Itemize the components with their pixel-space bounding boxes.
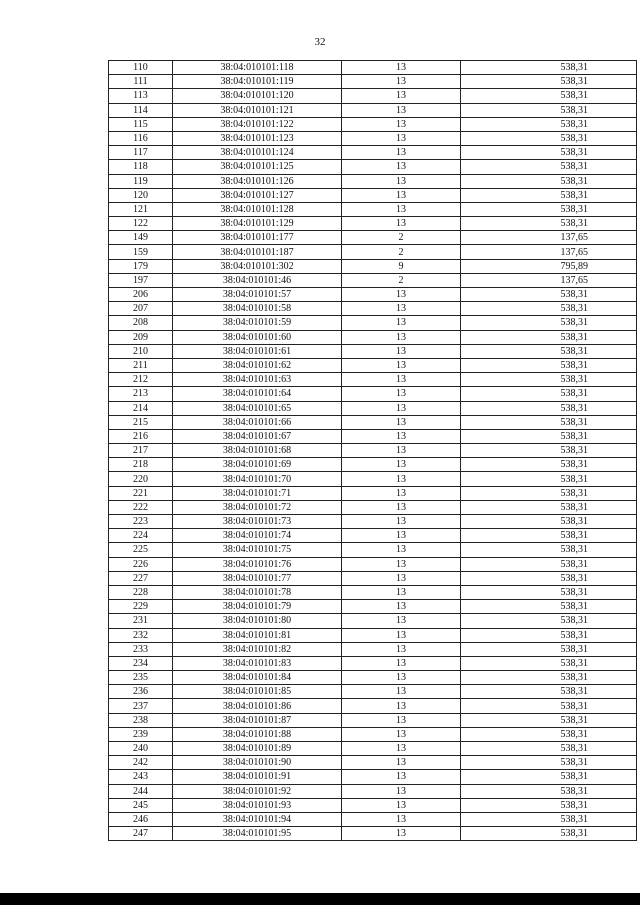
cadastral-number-cell: 38:04:010101:86 — [173, 699, 342, 713]
row-number-cell: 234 — [109, 656, 173, 670]
area-cell: 538,31 — [461, 75, 637, 89]
count-cell: 13 — [342, 429, 461, 443]
table-row — [109, 273, 637, 287]
area-cell: 538,31 — [461, 812, 637, 826]
count-cell: 9 — [342, 259, 461, 273]
table-row — [109, 756, 637, 770]
area-cell: 538,31 — [461, 217, 637, 231]
cadastral-number-cell: 38:04:010101:70 — [173, 472, 342, 486]
row-number-cell: 120 — [109, 188, 173, 202]
row-number-cell: 233 — [109, 642, 173, 656]
cadastral-number-cell: 38:04:010101:177 — [173, 231, 342, 245]
area-cell: 538,31 — [461, 770, 637, 784]
count-cell: 13 — [342, 89, 461, 103]
row-number-cell: 117 — [109, 146, 173, 160]
table-row — [109, 742, 637, 756]
count-cell: 13 — [342, 217, 461, 231]
count-cell: 13 — [342, 160, 461, 174]
cadastral-number-cell: 38:04:010101:61 — [173, 344, 342, 358]
table-row — [109, 571, 637, 585]
row-number-cell: 211 — [109, 358, 173, 372]
area-cell: 538,31 — [461, 557, 637, 571]
row-number-cell: 247 — [109, 827, 173, 841]
area-cell: 538,31 — [461, 529, 637, 543]
count-cell: 13 — [342, 117, 461, 131]
row-number-cell: 197 — [109, 273, 173, 287]
count-cell: 13 — [342, 458, 461, 472]
cadastral-number-cell: 38:04:010101:65 — [173, 401, 342, 415]
count-cell: 13 — [342, 656, 461, 670]
table-row — [109, 585, 637, 599]
cadastral-number-cell: 38:04:010101:121 — [173, 103, 342, 117]
area-cell: 538,31 — [461, 401, 637, 415]
cadastral-number-cell: 38:04:010101:74 — [173, 529, 342, 543]
row-number-cell: 179 — [109, 259, 173, 273]
cadastral-number-cell: 38:04:010101:120 — [173, 89, 342, 103]
count-cell: 13 — [342, 600, 461, 614]
row-number-cell: 238 — [109, 713, 173, 727]
count-cell: 13 — [342, 302, 461, 316]
row-number-cell: 220 — [109, 472, 173, 486]
count-cell: 13 — [342, 444, 461, 458]
cadastral-number-cell: 38:04:010101:66 — [173, 415, 342, 429]
table-row — [109, 628, 637, 642]
table-row — [109, 685, 637, 699]
table-row — [109, 75, 637, 89]
row-number-cell: 244 — [109, 784, 173, 798]
count-cell: 13 — [342, 756, 461, 770]
row-number-cell: 231 — [109, 614, 173, 628]
count-cell: 13 — [342, 188, 461, 202]
count-cell: 13 — [342, 557, 461, 571]
count-cell: 13 — [342, 515, 461, 529]
area-cell: 538,31 — [461, 89, 637, 103]
count-cell: 13 — [342, 713, 461, 727]
table-row — [109, 288, 637, 302]
count-cell: 13 — [342, 401, 461, 415]
area-cell: 538,31 — [461, 699, 637, 713]
area-cell: 538,31 — [461, 727, 637, 741]
cadastral-number-cell: 38:04:010101:57 — [173, 288, 342, 302]
table-row — [109, 131, 637, 145]
row-number-cell: 114 — [109, 103, 173, 117]
table-row — [109, 358, 637, 372]
count-cell: 13 — [342, 61, 461, 75]
area-cell: 538,31 — [461, 642, 637, 656]
cadastral-number-cell: 38:04:010101:78 — [173, 585, 342, 599]
cadastral-number-cell: 38:04:010101:124 — [173, 146, 342, 160]
area-cell: 538,31 — [461, 685, 637, 699]
cadastral-number-cell: 38:04:010101:60 — [173, 330, 342, 344]
table-row — [109, 827, 637, 841]
table-row — [109, 713, 637, 727]
count-cell: 13 — [342, 131, 461, 145]
cadastral-number-cell: 38:04:010101:89 — [173, 742, 342, 756]
area-cell: 538,31 — [461, 756, 637, 770]
cadastral-number-cell: 38:04:010101:84 — [173, 671, 342, 685]
area-cell: 137,65 — [461, 245, 637, 259]
cadastral-number-cell: 38:04:010101:73 — [173, 515, 342, 529]
table-row — [109, 316, 637, 330]
area-cell: 538,31 — [461, 358, 637, 372]
row-number-cell: 115 — [109, 117, 173, 131]
table-row — [109, 557, 637, 571]
area-cell: 538,31 — [461, 387, 637, 401]
table-row — [109, 529, 637, 543]
table-row — [109, 302, 637, 316]
table-row — [109, 188, 637, 202]
area-cell: 538,31 — [461, 61, 637, 75]
count-cell: 13 — [342, 727, 461, 741]
area-cell: 795,89 — [461, 259, 637, 273]
area-cell: 538,31 — [461, 344, 637, 358]
area-cell: 538,31 — [461, 600, 637, 614]
area-cell: 137,65 — [461, 231, 637, 245]
count-cell: 13 — [342, 671, 461, 685]
row-number-cell: 149 — [109, 231, 173, 245]
table-row — [109, 600, 637, 614]
row-number-cell: 224 — [109, 529, 173, 543]
area-cell: 538,31 — [461, 160, 637, 174]
row-number-cell: 210 — [109, 344, 173, 358]
area-cell: 538,31 — [461, 543, 637, 557]
area-cell: 538,31 — [461, 515, 637, 529]
area-cell: 538,31 — [461, 444, 637, 458]
area-cell: 538,31 — [461, 373, 637, 387]
cadastral-number-cell: 38:04:010101:46 — [173, 273, 342, 287]
row-number-cell: 209 — [109, 330, 173, 344]
count-cell: 13 — [342, 685, 461, 699]
cadastral-number-cell: 38:04:010101:122 — [173, 117, 342, 131]
table-row — [109, 642, 637, 656]
table-row — [109, 387, 637, 401]
table-row — [109, 472, 637, 486]
count-cell: 13 — [342, 614, 461, 628]
row-number-cell: 110 — [109, 61, 173, 75]
cadastral-number-cell: 38:04:010101:77 — [173, 571, 342, 585]
area-cell: 538,31 — [461, 571, 637, 585]
row-number-cell: 113 — [109, 89, 173, 103]
cadastral-number-cell: 38:04:010101:80 — [173, 614, 342, 628]
count-cell: 13 — [342, 784, 461, 798]
count-cell: 2 — [342, 231, 461, 245]
cadastral-number-cell: 38:04:010101:68 — [173, 444, 342, 458]
count-cell: 13 — [342, 699, 461, 713]
count-cell: 2 — [342, 245, 461, 259]
table-row — [109, 103, 637, 117]
row-number-cell: 122 — [109, 217, 173, 231]
cadastral-number-cell: 38:04:010101:93 — [173, 798, 342, 812]
table-row — [109, 515, 637, 529]
row-number-cell: 118 — [109, 160, 173, 174]
row-number-cell: 242 — [109, 756, 173, 770]
table-row — [109, 117, 637, 131]
scan-edge-bar — [0, 893, 640, 905]
count-cell: 13 — [342, 500, 461, 514]
count-cell: 13 — [342, 415, 461, 429]
table-row — [109, 458, 637, 472]
cadastral-number-cell: 38:04:010101:187 — [173, 245, 342, 259]
cadastral-number-cell: 38:04:010101:58 — [173, 302, 342, 316]
count-cell: 13 — [342, 770, 461, 784]
area-cell: 538,31 — [461, 202, 637, 216]
row-number-cell: 116 — [109, 131, 173, 145]
cadastral-number-cell: 38:04:010101:302 — [173, 259, 342, 273]
area-cell: 538,31 — [461, 415, 637, 429]
row-number-cell: 226 — [109, 557, 173, 571]
cadastral-number-cell: 38:04:010101:79 — [173, 600, 342, 614]
area-cell: 538,31 — [461, 784, 637, 798]
cadastral-number-cell: 38:04:010101:75 — [173, 543, 342, 557]
row-number-cell: 245 — [109, 798, 173, 812]
cadastral-number-cell: 38:04:010101:88 — [173, 727, 342, 741]
row-number-cell: 212 — [109, 373, 173, 387]
cadastral-number-cell: 38:04:010101:92 — [173, 784, 342, 798]
count-cell: 13 — [342, 358, 461, 372]
page-number: 32 — [314, 36, 326, 48]
area-cell: 538,31 — [461, 117, 637, 131]
table-row — [109, 202, 637, 216]
count-cell: 13 — [342, 288, 461, 302]
table-row — [109, 812, 637, 826]
row-number-cell: 213 — [109, 387, 173, 401]
count-cell: 13 — [342, 373, 461, 387]
count-cell: 13 — [342, 827, 461, 841]
cadastral-number-cell: 38:04:010101:91 — [173, 770, 342, 784]
table-row — [109, 174, 637, 188]
row-number-cell: 206 — [109, 288, 173, 302]
row-number-cell: 159 — [109, 245, 173, 259]
count-cell: 13 — [342, 628, 461, 642]
row-number-cell: 222 — [109, 500, 173, 514]
table-row — [109, 699, 637, 713]
row-number-cell: 221 — [109, 486, 173, 500]
table-row — [109, 401, 637, 415]
area-cell: 538,31 — [461, 188, 637, 202]
cadastral-number-cell: 38:04:010101:67 — [173, 429, 342, 443]
row-number-cell: 223 — [109, 515, 173, 529]
table-row — [109, 486, 637, 500]
row-number-cell: 236 — [109, 685, 173, 699]
table-row — [109, 61, 637, 75]
row-number-cell: 214 — [109, 401, 173, 415]
cadastral-number-cell: 38:04:010101:69 — [173, 458, 342, 472]
count-cell: 13 — [342, 486, 461, 500]
count-cell: 13 — [342, 146, 461, 160]
count-cell: 13 — [342, 529, 461, 543]
count-cell: 13 — [342, 344, 461, 358]
cadastral-number-cell: 38:04:010101:123 — [173, 131, 342, 145]
table-row — [109, 146, 637, 160]
row-number-cell: 121 — [109, 202, 173, 216]
row-number-cell: 218 — [109, 458, 173, 472]
count-cell: 13 — [342, 543, 461, 557]
table-row — [109, 231, 637, 245]
count-cell: 13 — [342, 330, 461, 344]
row-number-cell: 207 — [109, 302, 173, 316]
area-cell: 538,31 — [461, 742, 637, 756]
area-cell: 538,31 — [461, 827, 637, 841]
area-cell: 538,31 — [461, 500, 637, 514]
cadastral-number-cell: 38:04:010101:94 — [173, 812, 342, 826]
table-row — [109, 245, 637, 259]
row-number-cell: 246 — [109, 812, 173, 826]
row-number-cell: 217 — [109, 444, 173, 458]
table-row — [109, 500, 637, 514]
cadastral-number-cell: 38:04:010101:62 — [173, 358, 342, 372]
cadastral-number-cell: 38:04:010101:87 — [173, 713, 342, 727]
cadastral-number-cell: 38:04:010101:76 — [173, 557, 342, 571]
table-row — [109, 784, 637, 798]
area-cell: 538,31 — [461, 472, 637, 486]
cadastral-table — [108, 60, 637, 841]
row-number-cell: 111 — [109, 75, 173, 89]
area-cell: 538,31 — [461, 316, 637, 330]
cadastral-number-cell: 38:04:010101:64 — [173, 387, 342, 401]
area-cell: 538,31 — [461, 174, 637, 188]
area-cell: 538,31 — [461, 458, 637, 472]
cadastral-number-cell: 38:04:010101:127 — [173, 188, 342, 202]
cadastral-number-cell: 38:04:010101:128 — [173, 202, 342, 216]
row-number-cell: 239 — [109, 727, 173, 741]
area-cell: 538,31 — [461, 656, 637, 670]
area-cell: 538,31 — [461, 429, 637, 443]
table-row — [109, 671, 637, 685]
table-row — [109, 259, 637, 273]
count-cell: 13 — [342, 585, 461, 599]
count-cell: 13 — [342, 75, 461, 89]
area-cell: 538,31 — [461, 103, 637, 117]
row-number-cell: 227 — [109, 571, 173, 585]
area-cell: 538,31 — [461, 131, 637, 145]
table-row — [109, 770, 637, 784]
cadastral-number-cell: 38:04:010101:90 — [173, 756, 342, 770]
cadastral-number-cell: 38:04:010101:118 — [173, 61, 342, 75]
table-row — [109, 160, 637, 174]
cadastral-number-cell: 38:04:010101:95 — [173, 827, 342, 841]
count-cell: 13 — [342, 798, 461, 812]
count-cell: 13 — [342, 742, 461, 756]
table-row — [109, 373, 637, 387]
table-row — [109, 415, 637, 429]
row-number-cell: 119 — [109, 174, 173, 188]
count-cell: 13 — [342, 174, 461, 188]
cadastral-number-cell: 38:04:010101:125 — [173, 160, 342, 174]
area-cell: 538,31 — [461, 302, 637, 316]
table-row — [109, 429, 637, 443]
table-row — [109, 344, 637, 358]
row-number-cell: 243 — [109, 770, 173, 784]
cadastral-number-cell: 38:04:010101:85 — [173, 685, 342, 699]
area-cell: 538,31 — [461, 585, 637, 599]
table-row — [109, 656, 637, 670]
area-cell: 538,31 — [461, 713, 637, 727]
count-cell: 2 — [342, 273, 461, 287]
area-cell: 538,31 — [461, 330, 637, 344]
area-cell: 538,31 — [461, 628, 637, 642]
table-row — [109, 727, 637, 741]
area-cell: 538,31 — [461, 146, 637, 160]
table-body — [109, 61, 637, 841]
count-cell: 13 — [342, 316, 461, 330]
area-cell: 538,31 — [461, 614, 637, 628]
cadastral-number-cell: 38:04:010101:83 — [173, 656, 342, 670]
count-cell: 13 — [342, 642, 461, 656]
count-cell: 13 — [342, 472, 461, 486]
area-cell: 538,31 — [461, 671, 637, 685]
row-number-cell: 216 — [109, 429, 173, 443]
table-row — [109, 614, 637, 628]
area-cell: 538,31 — [461, 486, 637, 500]
area-cell: 538,31 — [461, 288, 637, 302]
table-row — [109, 444, 637, 458]
count-cell: 13 — [342, 571, 461, 585]
cadastral-number-cell: 38:04:010101:119 — [173, 75, 342, 89]
area-cell: 538,31 — [461, 798, 637, 812]
row-number-cell: 237 — [109, 699, 173, 713]
row-number-cell: 228 — [109, 585, 173, 599]
cadastral-number-cell: 38:04:010101:81 — [173, 628, 342, 642]
count-cell: 13 — [342, 103, 461, 117]
area-cell: 137,65 — [461, 273, 637, 287]
cadastral-number-cell: 38:04:010101:126 — [173, 174, 342, 188]
cadastral-number-cell: 38:04:010101:72 — [173, 500, 342, 514]
row-number-cell: 215 — [109, 415, 173, 429]
row-number-cell: 232 — [109, 628, 173, 642]
row-number-cell: 240 — [109, 742, 173, 756]
table-row — [109, 217, 637, 231]
row-number-cell: 208 — [109, 316, 173, 330]
row-number-cell: 229 — [109, 600, 173, 614]
table-row — [109, 543, 637, 557]
row-number-cell: 225 — [109, 543, 173, 557]
table-row — [109, 798, 637, 812]
row-number-cell: 235 — [109, 671, 173, 685]
cadastral-number-cell: 38:04:010101:63 — [173, 373, 342, 387]
cadastral-number-cell: 38:04:010101:82 — [173, 642, 342, 656]
cadastral-number-cell: 38:04:010101:59 — [173, 316, 342, 330]
count-cell: 13 — [342, 387, 461, 401]
cadastral-number-cell: 38:04:010101:71 — [173, 486, 342, 500]
cadastral-number-cell: 38:04:010101:129 — [173, 217, 342, 231]
table-row — [109, 330, 637, 344]
count-cell: 13 — [342, 812, 461, 826]
table-row — [109, 89, 637, 103]
count-cell: 13 — [342, 202, 461, 216]
